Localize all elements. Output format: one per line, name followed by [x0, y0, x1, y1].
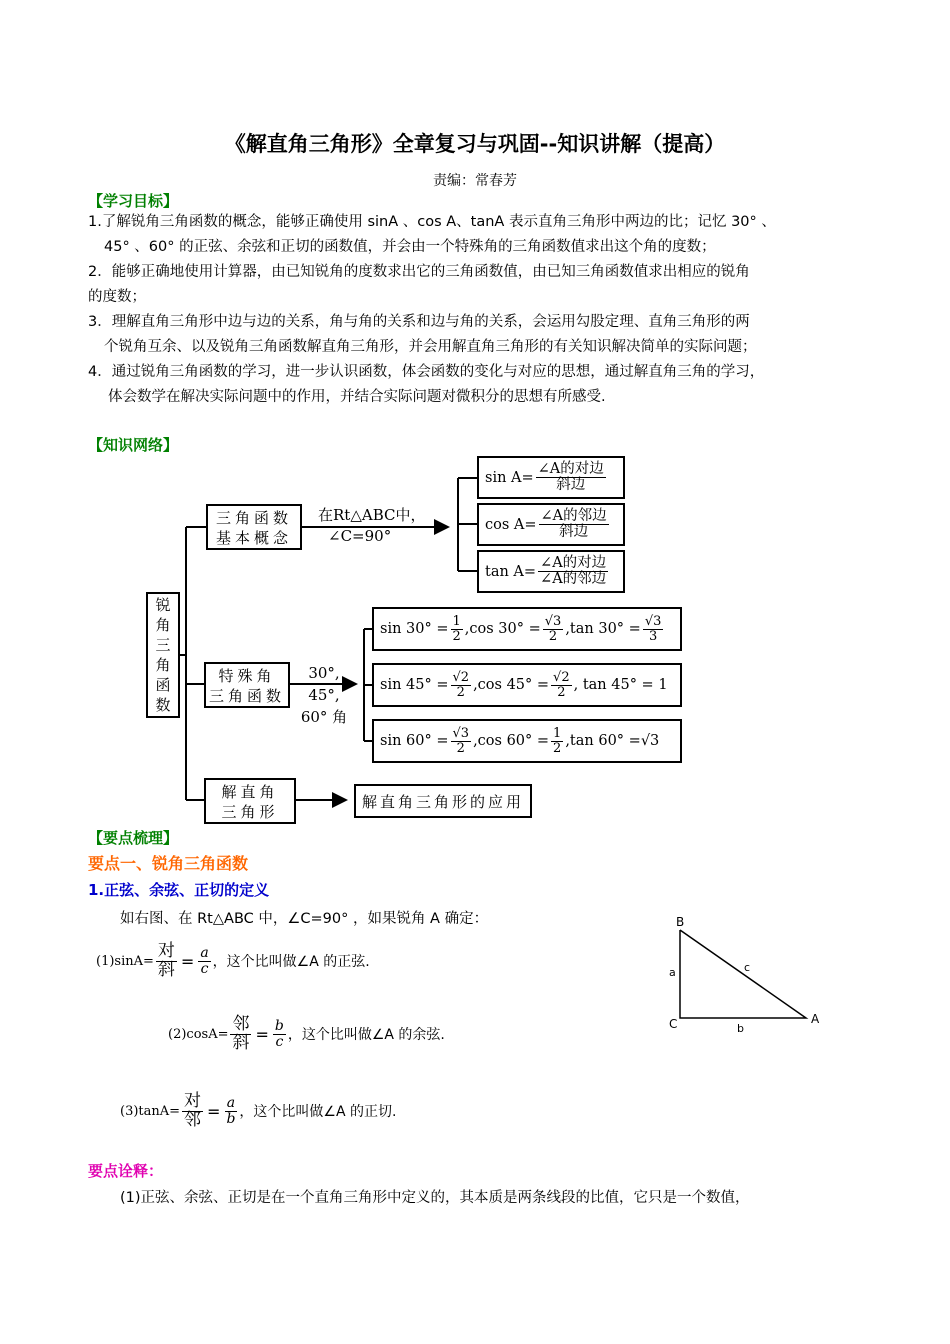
- def-lhs: tan A=: [485, 563, 537, 580]
- notes-heading: 要点诠释：: [88, 1162, 164, 1180]
- frac-den: c: [275, 1033, 284, 1050]
- root-char: 三: [155, 636, 171, 654]
- sub1-heading: 1.正弦、余弦、正切的定义: [88, 881, 270, 899]
- frac-num: a: [226, 1094, 236, 1111]
- def-lhs: cos A=: [485, 516, 537, 533]
- node-special-angles: [204, 662, 290, 708]
- objectives-heading: 【学习目标】: [88, 192, 179, 210]
- sin-definition: (1)sinA= $\frac{\text{对}}{\text{斜}}$ = $\frac{a}{c}$ ，这个比叫做∠A 的正弦.: [96, 940, 370, 980]
- point1-heading: 要点一、锐角三角函数: [88, 854, 249, 873]
- formula-text: ,tan 30° =: [565, 621, 641, 637]
- frac-num: 对: [184, 1090, 202, 1111]
- condition-right-triangle: [318, 505, 425, 547]
- def-label: (3)tanA=: [120, 1103, 181, 1119]
- node-line: 三角形: [221, 803, 279, 821]
- def-sin-box: [477, 456, 625, 499]
- objective-line: 的度数；: [88, 289, 146, 305]
- triangle-outline: [680, 930, 806, 1018]
- objective-line: 45° 、60° 的正弦、余弦和正切的函数值，并会由一个特殊角的三角函数值求出这个角的度数；: [104, 239, 716, 255]
- frac-den: 2: [452, 628, 461, 644]
- node-line: 基本概念: [215, 529, 292, 547]
- definitions-intro: 如右图、在 Rt△ABC 中，∠C=90° ，如果锐角 A 确定：: [120, 911, 489, 927]
- vertex-b-label: B: [676, 915, 685, 929]
- node-line: 特殊角: [218, 667, 276, 685]
- side-b-label: b: [737, 1022, 744, 1035]
- frac-den: c: [200, 960, 209, 977]
- frac-den: b: [226, 1110, 236, 1127]
- frac-den: 2: [548, 628, 558, 644]
- node-application: 解直角三角形的应用: [354, 784, 532, 818]
- def-den: 斜边: [556, 477, 586, 493]
- formula-text: sin 60° =: [380, 733, 449, 749]
- frac-num: 1: [452, 613, 461, 629]
- frac-num: 邻: [232, 1013, 250, 1034]
- frac-num: 对: [157, 940, 175, 961]
- side-a-label: a: [669, 966, 676, 979]
- formula-text: , tan 45° = 1: [573, 677, 668, 693]
- def-text: ，这个比叫做∠A 的正弦.: [212, 954, 370, 970]
- frac-den: 2: [456, 684, 465, 700]
- def-den: 斜边: [559, 524, 589, 540]
- def-num: ∠A的邻边: [540, 507, 607, 524]
- keypoints-heading: 【要点梳理】: [88, 829, 179, 847]
- frac-den: 邻: [184, 1109, 202, 1130]
- root-char: 函: [155, 676, 171, 694]
- frac-den: 斜: [157, 959, 175, 980]
- def-lhs: sin A=: [485, 469, 534, 486]
- special-45-box: [372, 663, 682, 707]
- formula-text: ,tan 60° =√3: [565, 733, 660, 749]
- objective-line: 个锐角互余、以及锐角三角函数解直角三角形，并会用解直角三角形的有关知识解决简单的实际问题；: [104, 339, 757, 355]
- def-text: ，这个比叫做∠A 的正切.: [239, 1104, 397, 1120]
- root-node-acute-trig: [146, 592, 180, 718]
- network-heading: 【知识网络】: [88, 436, 179, 454]
- def-cos-box: [477, 503, 625, 546]
- root-char: 角: [155, 616, 171, 634]
- frac-num: √2: [553, 669, 570, 685]
- vertex-a-label: A: [811, 1012, 820, 1026]
- frac-num: √3: [544, 613, 562, 629]
- side-c-label: c: [744, 961, 751, 974]
- node-line: 三角函数: [215, 509, 292, 527]
- note-line: (1)正弦、余弦、正切是在一个直角三角形中定义的，其本质是两条线段的比值，它只是一个数值，: [120, 1190, 750, 1206]
- frac-num: b: [274, 1017, 284, 1034]
- frac-num: a: [200, 944, 209, 961]
- node-solve-right-triangle: [204, 778, 296, 824]
- page-title: 《解直角三角形》全章复习与巩固--知识讲解（提高）: [224, 132, 726, 156]
- condition-special-angles: [292, 662, 356, 728]
- def-label: (1)sinA=: [96, 953, 154, 969]
- objective-line: 3．理解直角三角形中边与边的关系，角与角的关系和边与角的关系，会运用勾股定理、直角三角形的两: [88, 314, 750, 330]
- def-text: ，这个比叫做∠A 的余弦.: [287, 1027, 445, 1043]
- root-char: 数: [155, 696, 171, 714]
- formula-text: ,cos 60° =: [473, 733, 550, 749]
- condition-line: ∠C=90°: [328, 527, 392, 545]
- special-60-box: [372, 719, 682, 763]
- objective-line: 4．通过锐角三角函数的学习，进一步认识函数，体会函数的变化与对应的思想，通过解直角三角的学习，: [88, 364, 765, 380]
- def-tan-box: [477, 550, 625, 593]
- vertex-c-label: C: [669, 1017, 678, 1031]
- frac-den: 3: [648, 628, 658, 644]
- def-den: ∠A的邻边: [540, 571, 607, 587]
- node-line: 三角函数: [208, 687, 285, 705]
- frac-num: 1: [553, 725, 562, 741]
- formula-text: ,cos 45° =: [473, 677, 550, 693]
- right-triangle-figure: [660, 910, 830, 1040]
- def-label: (2)cosA=: [168, 1026, 229, 1042]
- cos-definition: (2)cosA= $\frac{\text{邻}}{\text{斜}}$ = $\frac{b}{c}$ ，这个比叫做∠A 的余弦.: [168, 1013, 445, 1053]
- condition-line: 在Rt△ABC中，: [318, 506, 426, 524]
- frac-den: 2: [553, 740, 562, 756]
- condition-line: 60° 角: [300, 708, 348, 726]
- frac-num: √2: [452, 669, 470, 685]
- objective-line: 体会数学在解决实际问题中的作用，并结合实际问题对微积分的思想有所感受.: [108, 389, 606, 405]
- condition-line: 30°, 45°,: [308, 664, 340, 704]
- frac-num: √3: [644, 613, 662, 629]
- def-num: ∠A的对边: [540, 554, 607, 571]
- editor-line: 责编：常春芳: [433, 173, 517, 189]
- tan-definition: (3)tanA= $\frac{\text{对}}{\text{邻}}$ = $\frac{a}{b}$ ，这个比叫做∠A 的正切.: [120, 1090, 397, 1130]
- formula-text: sin 45° =: [380, 677, 449, 693]
- frac-den: 斜: [232, 1032, 250, 1053]
- node-line: 解直角: [221, 783, 279, 801]
- formula-text: sin 30° =: [380, 621, 449, 637]
- special-30-box: [372, 607, 682, 651]
- frac-num: √3: [452, 725, 470, 741]
- formula-text: ,cos 30° =: [464, 621, 541, 637]
- def-num: ∠A的对边: [537, 460, 604, 477]
- node-basic-concept: [206, 504, 302, 550]
- objective-line: 1.了解锐角三角函数的概念，能够正确使用 sinA 、cos A、tanA 表示直角三角形中两边的比；记忆 30° 、: [88, 214, 776, 230]
- frac-den: 2: [456, 740, 465, 756]
- root-char: 锐: [155, 596, 171, 614]
- root-char: 角: [155, 656, 171, 674]
- objective-line: 2．能够正确地使用计算器，由已知锐角的度数求出它的三角函数值，由已知三角函数值求出相应的锐角: [88, 264, 750, 280]
- frac-den: 2: [557, 684, 566, 700]
